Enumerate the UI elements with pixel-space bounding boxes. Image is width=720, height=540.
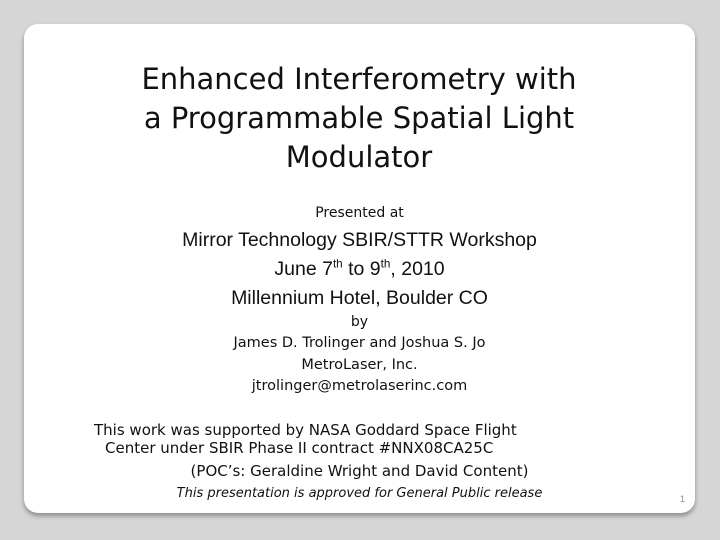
title-line-2: a Programmable Spatial Light [143, 101, 575, 135]
event-date [24, 258, 695, 281]
page-number: 1 [679, 494, 685, 504]
slide-title [54, 60, 664, 177]
support-line-1: This work was supported by NASA Goddard Space Flight [94, 421, 517, 439]
by-label: by [350, 314, 369, 330]
date-middle: to 9 [342, 258, 381, 280]
poc-line: (POC’s: Geraldine Wright and David Content) [190, 462, 529, 480]
presented-at: Presented at [315, 205, 404, 221]
company: MetroLaser, Inc. [301, 357, 418, 373]
slide [24, 24, 695, 513]
workshop-name: Mirror Technology SBIR/STTR Workshop [182, 229, 537, 251]
release-note: This presentation is approved for General Public release [176, 486, 543, 501]
date-sup-2: th [380, 257, 391, 271]
support-statement [94, 421, 634, 457]
title-line-1: Enhanced Interferometry with [141, 62, 577, 96]
support-line-2: Center under SBIR Phase II contract #NNX08CA25C [105, 439, 494, 457]
authors: James D. Trolinger and Joshua S. Jo [233, 335, 486, 351]
venue: Millennium Hotel, Boulder CO [231, 287, 488, 309]
title-line-3: Modulator [285, 140, 433, 174]
email: jtrolinger@metrolaserinc.com [251, 378, 468, 394]
date-suffix: , 2010 [390, 258, 445, 280]
date-sup-1: th [332, 257, 343, 271]
date-prefix: June 7 [274, 258, 333, 280]
